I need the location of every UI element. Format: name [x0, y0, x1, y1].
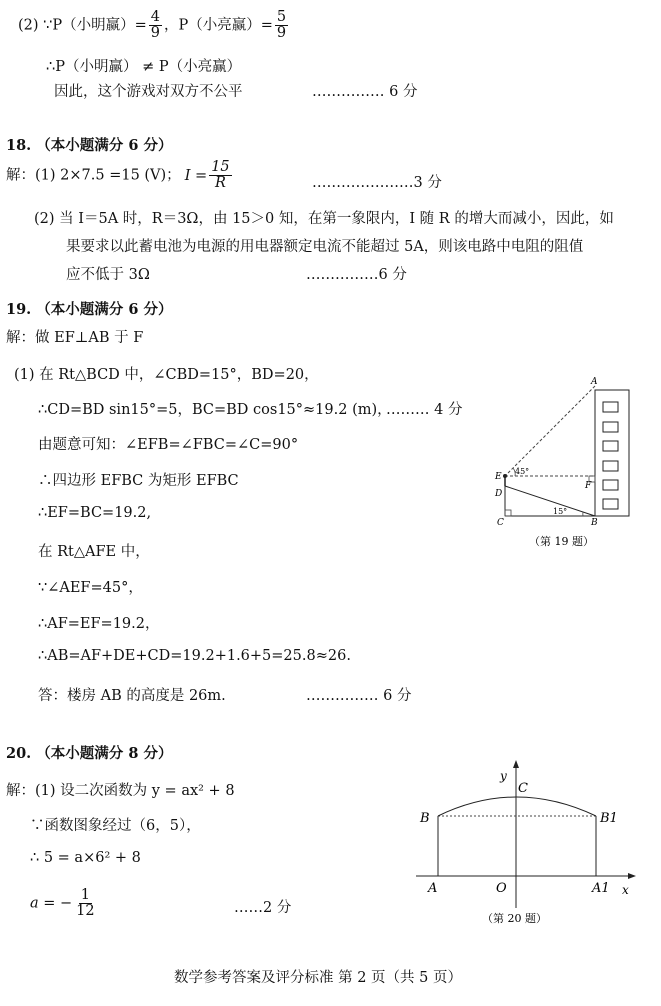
q20-line4: a = − $\frac{1}{12}$	[30, 887, 95, 920]
label-A1: A1	[592, 881, 610, 896]
label-A: A	[591, 377, 598, 387]
label-A: A	[428, 881, 438, 896]
q20-title: 20. （本小题满分 8 分）	[6, 745, 173, 762]
q17-line2: ∴P（小明赢） ≠ P（小亮赢）	[46, 59, 242, 75]
q19-line: 解：做 EF⊥AB 于 F	[6, 330, 144, 346]
label-O: O	[496, 881, 507, 896]
q17-line1: (2) ∵P（小明赢）= $\frac{4}{9}$ ，P（小亮赢）= $\frac{5}{9}$	[18, 9, 287, 42]
label-angle-15: 15°	[553, 507, 568, 516]
q19-line: 由题意可知：∠EFB=∠FBC=∠C=90°	[38, 437, 299, 453]
label-B: B	[420, 811, 430, 826]
page-footer: 数学参考答案及评分标准 第 2 页（共 5 页）	[174, 970, 462, 986]
label-y: y	[500, 769, 507, 783]
label-B: B	[591, 518, 598, 528]
label-C: C	[518, 781, 528, 796]
q18-part2-line3: 应不低于 3Ω	[66, 267, 150, 283]
q19-line: ∴四边形 EFBC 为矩形 EFBC	[38, 473, 239, 489]
q19-score-6: …………… 6 分	[306, 688, 412, 704]
q18-part2-line1: (2) 当 I＝5A 时，R＝3Ω，由 15＞0 知，在第一象限内，I 随 R 的增大而减小，因此，如	[34, 211, 614, 227]
label-C: C	[497, 518, 504, 528]
q17-line3: 因此，这个游戏对双方不公平	[54, 84, 243, 100]
q19-line: ∴AB=AF+DE+CD=19.2+1.6+5=25.8≈26.	[38, 648, 351, 664]
label-F: F	[585, 481, 592, 491]
label-x: x	[622, 883, 629, 897]
q19-line: ∴AF=EF=19.2，	[38, 616, 160, 632]
q20-figure	[410, 758, 640, 930]
q19-title: 19. （本小题满分 6 分）	[6, 301, 173, 318]
q19-line: ∴EF=BC=19.2,	[38, 505, 152, 521]
q19-figure	[485, 372, 645, 552]
q18-title: 18. （本小题满分 6 分）	[6, 137, 173, 154]
q19-line: ∴CD=BD sin15°=5，BC=BD cos15°≈19.2 (m)，	[38, 402, 392, 418]
q19-line: (1) 在 Rt△BCD 中，∠CBD=15°，BD=20，	[14, 367, 319, 383]
q17-score: …………… 6 分	[312, 84, 418, 100]
q20-line1: 解：(1) 设二次函数为 y = ax² + 8	[6, 783, 235, 799]
label-angle-45: 45°	[515, 467, 530, 476]
q20-line2: ∵函数图象经过（6，5），	[30, 818, 201, 834]
q19-line: ∵∠AEF=45°，	[38, 580, 143, 596]
q18-part1: 解：(1) 2×7.5 =15 (V)； I = $\frac{15}{R}$	[6, 159, 230, 192]
label-B1: B1	[600, 811, 618, 826]
q19-line: 在 Rt△AFE 中，	[38, 544, 150, 560]
q20-caption: （第 20 题）	[482, 912, 547, 925]
q18-part2-line2: 果要求以此蓄电池为电源的用电器额定电流不能超过 5A，则该电路中电阻的阻值	[66, 239, 584, 255]
fraction-4-9: $\frac{4}{9}$	[150, 9, 161, 42]
fraction-5-9: $\frac{5}{9}$	[276, 9, 287, 42]
q20-line3: ∴ 5 = a×6² + 8	[30, 850, 141, 866]
fraction-1-12: $\frac{1}{12}$	[76, 887, 95, 920]
q18-score-6: ……………6 分	[306, 267, 407, 283]
label-E: E	[495, 472, 502, 482]
q20-score-2: ……2 分	[234, 900, 292, 916]
q18-score-3: …………………3 分	[312, 175, 442, 191]
fraction-15-R: $\frac{15}{R}$	[211, 159, 230, 192]
q19-score-4: ……… 4 分	[386, 402, 463, 418]
label-D: D	[495, 489, 503, 499]
q19-line: 答：楼房 AB 的高度是 26m.	[38, 688, 226, 704]
q19-caption: （第 19 题）	[529, 535, 594, 548]
